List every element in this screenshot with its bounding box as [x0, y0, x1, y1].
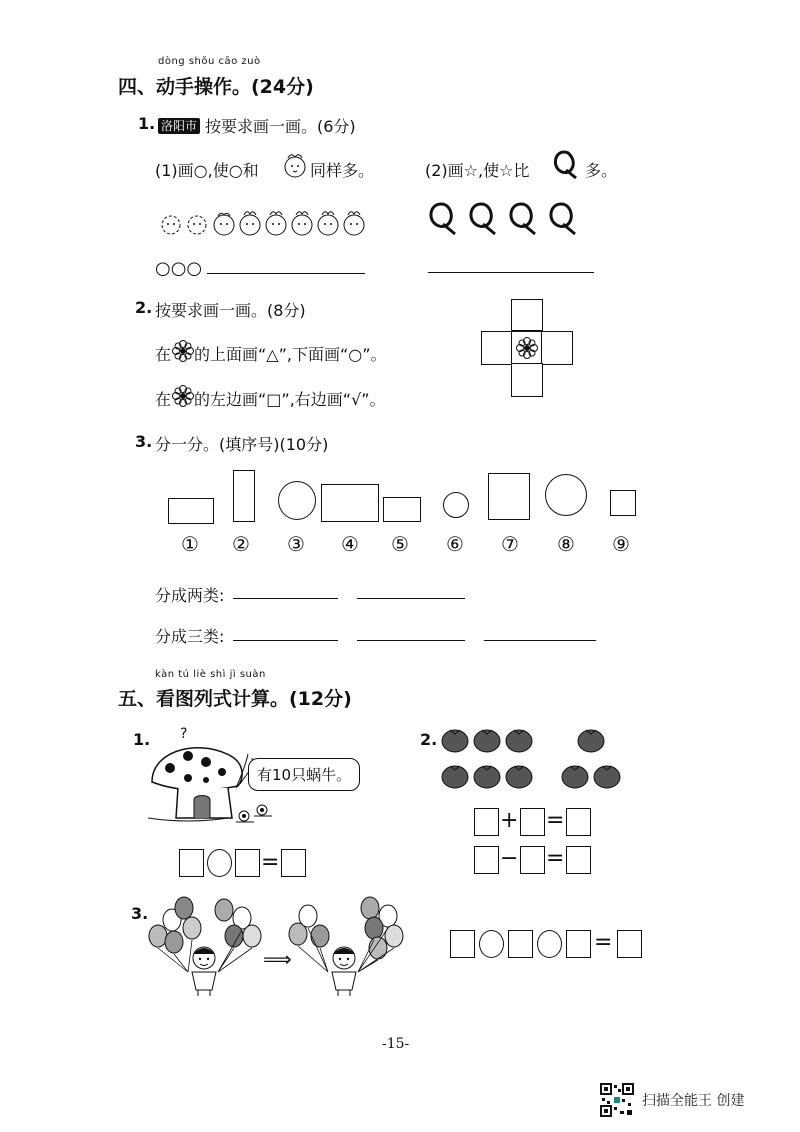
- chick-icon: [282, 150, 308, 180]
- shape-label-2: ②: [232, 532, 250, 556]
- q-shape-icon: [545, 200, 579, 236]
- tomato-icon: [504, 760, 534, 790]
- flower-icon: [172, 385, 194, 407]
- shape-2-rectangle: [233, 470, 255, 522]
- flower-icon: [516, 337, 538, 359]
- flower-icon: [172, 340, 194, 362]
- answer-line-two-2[interactable]: [357, 598, 465, 599]
- shape-label-7: ⑦: [501, 532, 519, 556]
- q1-part1-label: (1)画○,使○和: [155, 161, 259, 180]
- scanner-watermark: 扫描全能王 创建: [642, 1093, 745, 1109]
- grid-cell-right[interactable]: [541, 331, 573, 365]
- shape-label-4: ④: [341, 532, 359, 556]
- chick-icon: [186, 211, 208, 237]
- q2-number: 2.: [135, 298, 153, 317]
- equals-sign: =: [546, 808, 565, 833]
- tomato-icon: [440, 760, 470, 790]
- q2-line2-start: 在: [155, 390, 172, 409]
- equals-sign: =: [261, 850, 280, 875]
- q1-number: 1.: [138, 114, 156, 133]
- shape-9-square: [610, 490, 636, 516]
- grid-cell-bottom[interactable]: [511, 363, 543, 397]
- answer-box[interactable]: [235, 849, 260, 877]
- tomato-icon: [440, 724, 470, 754]
- chick-icon: [238, 205, 262, 237]
- answer-box[interactable]: [179, 849, 204, 877]
- q-shape-icon: [425, 200, 459, 236]
- answer-box[interactable]: [566, 930, 591, 958]
- shape-8-circle: [545, 474, 587, 516]
- section4-title: 四、动手操作。(24分): [118, 76, 314, 98]
- answer-line-three-2[interactable]: [357, 640, 465, 641]
- answer-box[interactable]: [474, 846, 499, 874]
- speech-bubble: 有10只蜗牛。: [248, 758, 360, 791]
- two-kinds-label: 分成两类:: [155, 586, 225, 605]
- tomato-icon: [472, 724, 502, 754]
- shape-4-rectangle: [321, 484, 379, 522]
- q1-instruction: 按要求画一画。(6分): [205, 117, 356, 136]
- chicks-row: [160, 205, 370, 241]
- answer-line-two-1[interactable]: [233, 598, 338, 599]
- shape-6-circle: [443, 492, 469, 518]
- q1-part1-label-end: 同样多。: [310, 161, 375, 180]
- three-kinds-label: 分成三类:: [155, 627, 225, 646]
- q-shapes-row: [425, 198, 585, 238]
- answer-box[interactable]: [508, 930, 533, 958]
- q3-number: 3.: [135, 432, 153, 451]
- chick-icon: [290, 205, 314, 237]
- chick-icon: [342, 205, 366, 237]
- plus-sign: +: [500, 808, 519, 833]
- chick-icon: [212, 209, 236, 237]
- tomato-icon: [576, 724, 606, 754]
- answer-line-circles[interactable]: [207, 273, 365, 274]
- p2-number: 2.: [420, 730, 438, 749]
- answer-line-three-3[interactable]: [484, 640, 596, 641]
- tomato-icon: [560, 760, 590, 790]
- q-shape-icon: [465, 200, 499, 236]
- grid-cell-center: [511, 331, 543, 365]
- operator-circle[interactable]: [537, 930, 562, 958]
- q2-instruction: 按要求画一画。(8分): [155, 301, 306, 320]
- section5-pinyin: kàn tú liè shì jì suàn: [155, 669, 266, 680]
- given-circles: ○○○: [155, 258, 203, 279]
- q-shape-icon: [505, 200, 539, 236]
- minus-sign: −: [500, 846, 519, 871]
- shape-label-8: ⑧: [557, 532, 575, 556]
- q2-line2-text: 的左边画“□”,右边画“√”。: [194, 390, 386, 409]
- q1-part2-label-end: 多。: [585, 161, 618, 180]
- grid-cell-left[interactable]: [481, 331, 513, 365]
- shape-3-circle: [278, 481, 316, 520]
- q3-instruction: 分一分。(填序号)(10分): [155, 435, 329, 454]
- answer-line-stars[interactable]: [428, 272, 594, 273]
- p3-number: 3.: [131, 904, 149, 923]
- shape-label-6: ⑥: [446, 532, 464, 556]
- q2-line1-text: 的上面画“△”,下面画“○”。: [194, 345, 387, 364]
- boy-with-balloons-after: [286, 896, 410, 996]
- answer-box[interactable]: [450, 930, 475, 958]
- p1-number: 1.: [133, 730, 151, 749]
- shape-label-5: ⑤: [391, 532, 409, 556]
- q2-line1-start: 在: [155, 345, 172, 364]
- chick-icon: [264, 205, 288, 237]
- operator-circle[interactable]: [479, 930, 504, 958]
- answer-box[interactable]: [617, 930, 642, 958]
- qr-code-icon: [600, 1083, 634, 1117]
- shape-1-rectangle: [168, 498, 214, 524]
- answer-box[interactable]: [520, 808, 545, 836]
- shape-label-1: ①: [181, 532, 199, 556]
- tomato-icon: [504, 724, 534, 754]
- boy-with-balloons-before: [148, 896, 262, 996]
- answer-box[interactable]: [520, 846, 545, 874]
- equals-sign: =: [546, 846, 565, 871]
- answer-box[interactable]: [566, 846, 591, 874]
- question-mark: ?: [180, 726, 188, 742]
- answer-box[interactable]: [566, 808, 591, 836]
- equals-sign: =: [594, 930, 613, 955]
- q-shape-icon: [550, 148, 580, 180]
- q1-part2-label: (2)画☆,使☆比: [425, 161, 530, 180]
- tomato-icon: [472, 760, 502, 790]
- arrow-icon: ⟹: [263, 947, 292, 971]
- tomatoes-group: [440, 724, 630, 794]
- shape-label-3: ③: [287, 532, 305, 556]
- operator-circle[interactable]: [207, 849, 232, 877]
- shape-label-9: ⑨: [612, 532, 630, 556]
- grid-cell-top[interactable]: [511, 299, 543, 331]
- shape-7-square: [488, 473, 530, 520]
- section5-title: 五、看图列式计算。(12分): [118, 688, 352, 710]
- shape-5-rectangle: [383, 497, 421, 522]
- chick-icon: [316, 205, 340, 237]
- cross-grid: [481, 299, 577, 398]
- answer-box[interactable]: [281, 849, 306, 877]
- answer-line-three-1[interactable]: [233, 640, 338, 641]
- tomato-icon: [592, 760, 622, 790]
- page-number: -15-: [382, 1036, 410, 1052]
- chick-icon: [160, 211, 182, 237]
- answer-box[interactable]: [474, 808, 499, 836]
- section4-pinyin: dòng shǒu cāo zuò: [158, 56, 261, 67]
- region-tag: 洛阳市: [158, 115, 200, 134]
